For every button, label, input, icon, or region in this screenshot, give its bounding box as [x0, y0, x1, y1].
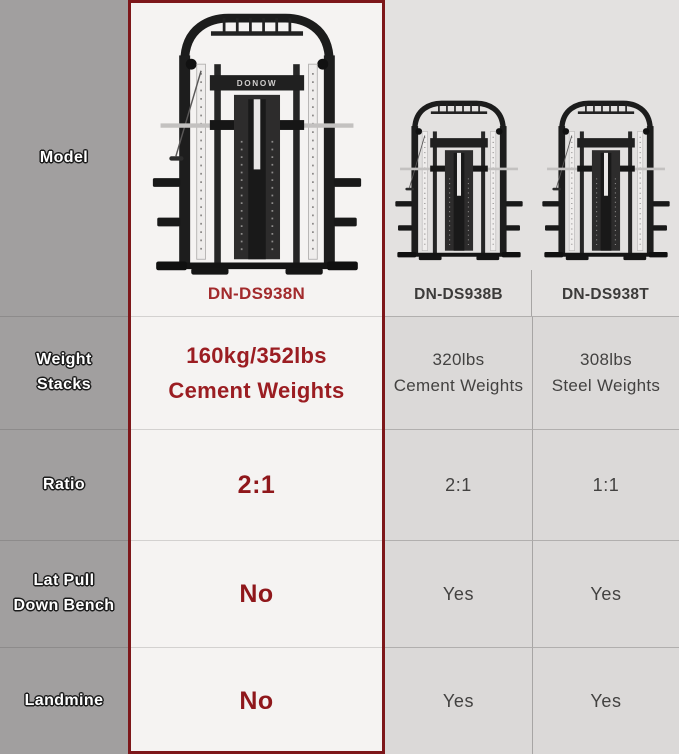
cell-lat-pull-938b	[385, 540, 532, 647]
cell-landmine-938b	[385, 647, 532, 754]
row-label-model	[0, 0, 128, 316]
model-name-938n: DN-DS938N	[207, 284, 306, 303]
cell-lat-pull-938t	[532, 540, 679, 647]
product-image-938b	[392, 79, 526, 279]
row-label-ratio-text: Ratio	[43, 475, 85, 493]
row-label-landmine	[0, 647, 128, 754]
row-label-lat-pull-down-bench-text: Lat Pull Down Bench	[13, 572, 115, 614]
product-image-938n	[140, 5, 374, 279]
weight-stacks-938t-line1: 308lbs	[580, 349, 632, 369]
model-name-938b: DN-DS938B	[414, 286, 503, 303]
landmine-value-938n: No	[239, 686, 274, 715]
row-label-lat-pull-down-bench	[0, 540, 128, 647]
row-label-model-text: Model	[39, 148, 89, 166]
cell-weight-stacks-938b	[385, 316, 532, 429]
lat-pull-value-938t: Yes	[590, 583, 622, 604]
cell-landmine-938t	[532, 647, 679, 754]
landmine-value-938b: Yes	[442, 690, 475, 711]
model-name-938t: DN-DS938T	[561, 286, 650, 303]
cell-ratio-938t	[532, 429, 679, 540]
ratio-value-938b: 2:1	[445, 474, 472, 495]
cell-lat-pull-938n	[128, 540, 385, 647]
cell-weight-stacks-938n	[128, 316, 385, 429]
weight-stacks-938b-line1: 320lbs	[432, 349, 485, 369]
ratio-value-938n: 2:1	[237, 470, 276, 499]
landmine-value-938t: Yes	[590, 690, 622, 711]
cell-model-938t	[532, 0, 679, 316]
weight-stacks-value-938b	[394, 347, 524, 400]
cell-landmine-938n	[128, 647, 385, 754]
weight-stacks-value-938t	[552, 347, 660, 400]
row-label-landmine-text: Landmine	[24, 691, 104, 709]
cell-model-938b	[385, 0, 532, 316]
row-label-weight-stacks	[0, 316, 128, 429]
cell-ratio-938n	[128, 429, 385, 540]
weight-stacks-938t-line2: Steel Weights	[551, 376, 661, 395]
weight-stacks-value-938n	[168, 338, 344, 408]
product-image-938t	[539, 79, 673, 279]
row-label-ratio	[0, 429, 128, 540]
cell-model-938n	[128, 0, 385, 316]
row-label-weight-stacks-text: Weight Stacks	[36, 351, 92, 393]
brand-logo-text: DONOW	[236, 79, 277, 89]
weight-stacks-938n-line2: Cement Weights	[168, 378, 345, 403]
cell-weight-stacks-938t	[532, 316, 679, 429]
cell-ratio-938b	[385, 429, 532, 540]
lat-pull-value-938n: No	[239, 579, 274, 608]
weight-stacks-938b-line2: Cement Weights	[393, 376, 524, 395]
lat-pull-value-938b: Yes	[442, 583, 475, 604]
weight-stacks-938n-line1: 160kg/352lbs	[186, 342, 327, 368]
ratio-value-938t: 1:1	[592, 474, 620, 495]
